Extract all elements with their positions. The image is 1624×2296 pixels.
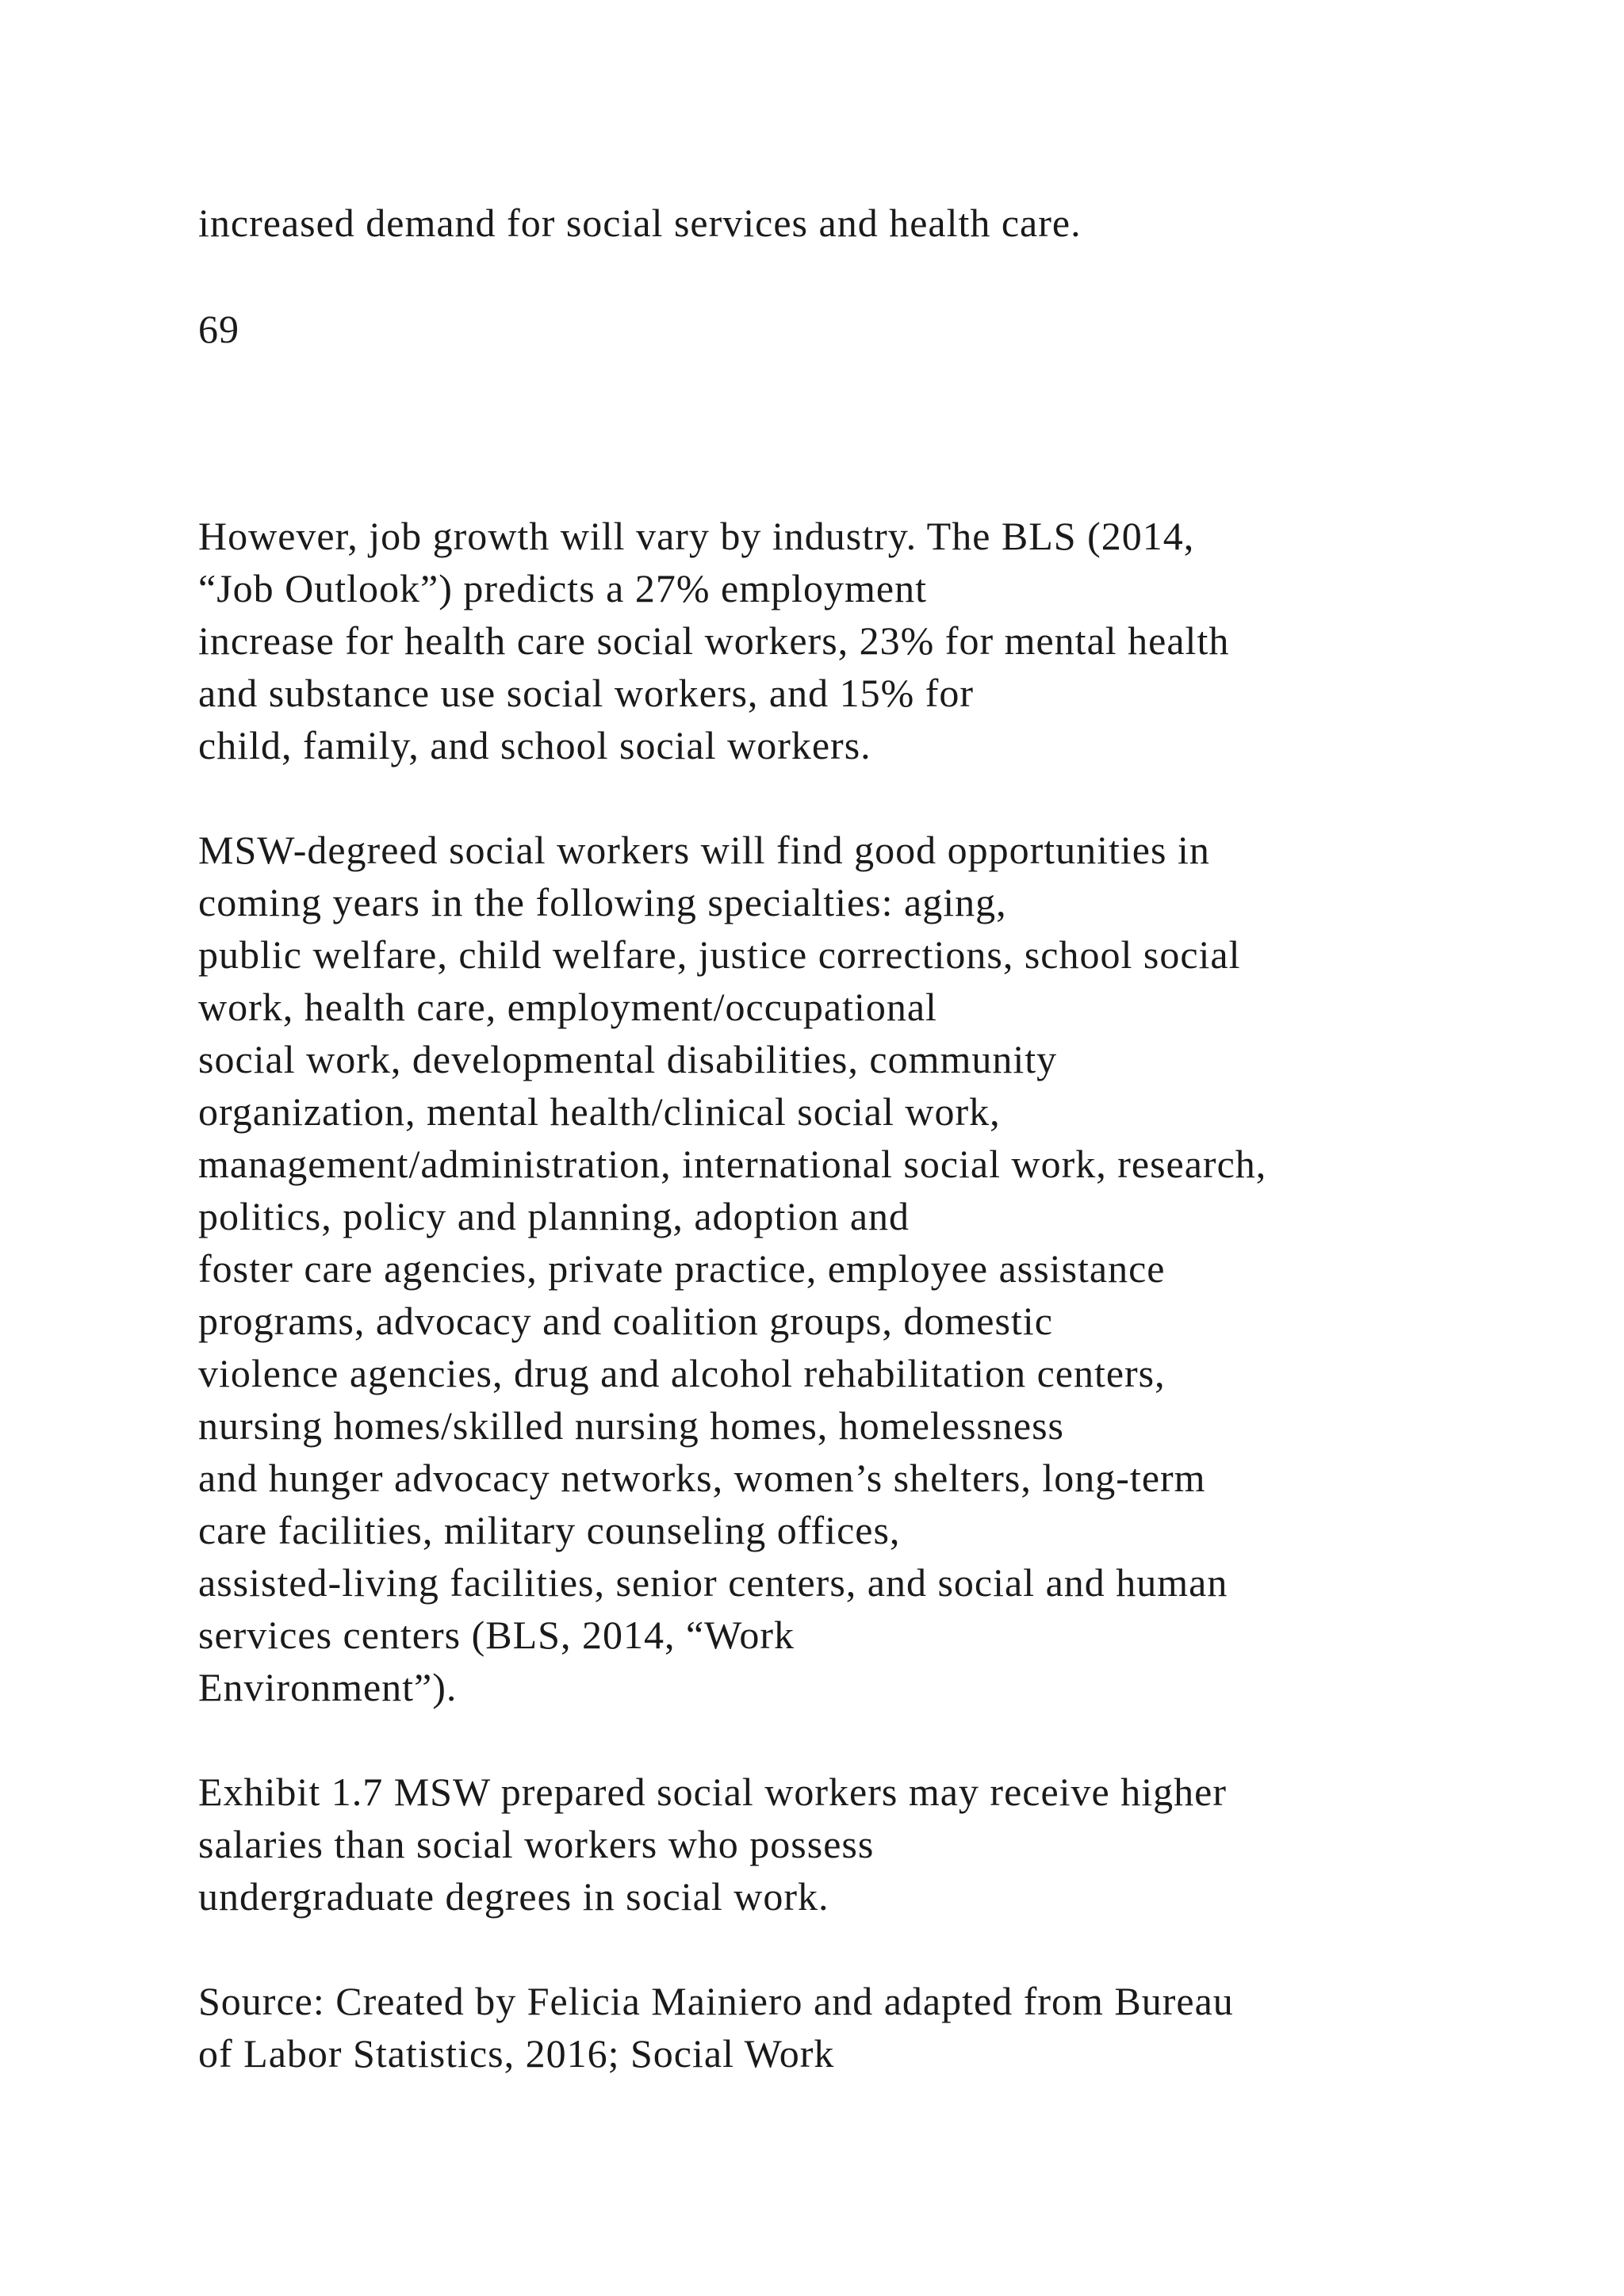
paragraph-line: services centers (BLS, 2014, “Work xyxy=(198,1613,795,1657)
paragraph-line: Environment”). xyxy=(198,1665,458,1709)
paragraph-line: management/administration, international social work, research, xyxy=(198,1142,1267,1186)
paragraph-line: foster care agencies, private practice, employee assistance xyxy=(198,1246,1166,1291)
paragraph-line: care facilities, military counseling offices, xyxy=(198,1508,901,1552)
paragraph-line: public welfare, child welfare, justice corrections, school social xyxy=(198,932,1241,977)
paragraph-line: and hunger advocacy networks, women’s shelters, long-term xyxy=(198,1456,1206,1500)
paragraph-line: politics, policy and planning, adoption and xyxy=(198,1194,910,1238)
paragraph-line: increase for health care social workers, 23% for mental health xyxy=(198,618,1230,663)
paragraph-line: assisted-living facilities, senior centers, and social and human xyxy=(198,1560,1228,1605)
paragraph-line: of Labor Statistics, 2016; Social Work xyxy=(198,2031,835,2076)
paragraph-line: undergraduate degrees in social work. xyxy=(198,1874,829,1919)
paragraph-line: violence agencies, drug and alcohol rehabilitation centers, xyxy=(198,1351,1166,1395)
paragraph-line: salaries than social workers who possess xyxy=(198,1822,875,1866)
paragraph-line: organization, mental health/clinical social work, xyxy=(198,1089,1001,1134)
paragraph-line: “Job Outlook”) predicts a 27% employment xyxy=(198,566,927,610)
paragraph-line: and substance use social workers, and 15% for xyxy=(198,671,975,715)
page-number: 69 xyxy=(198,307,239,351)
intro-line: increased demand for social services and health care. xyxy=(198,201,1082,245)
paragraph-line: work, health care, employment/occupational xyxy=(198,985,937,1029)
paragraph-line: programs, advocacy and coalition groups, domestic xyxy=(198,1299,1053,1343)
paragraph-line: child, family, and school social workers. xyxy=(198,723,871,767)
paragraph-line: However, job growth will vary by industry. The BLS (2014, xyxy=(198,514,1195,558)
paragraph-line: nursing homes/skilled nursing homes, homelessness xyxy=(198,1403,1064,1448)
paragraph-line: Exhibit 1.7 MSW prepared social workers may receive higher xyxy=(198,1770,1227,1814)
paragraph-line: MSW-degreed social workers will find good opportunities in xyxy=(198,828,1210,872)
paragraph-line: coming years in the following specialties: aging, xyxy=(198,880,1007,924)
paragraph-line: social work, developmental disabilities, community xyxy=(198,1037,1058,1081)
paragraph-line: Source: Created by Felicia Mainiero and adapted from Bureau xyxy=(198,1979,1234,2023)
